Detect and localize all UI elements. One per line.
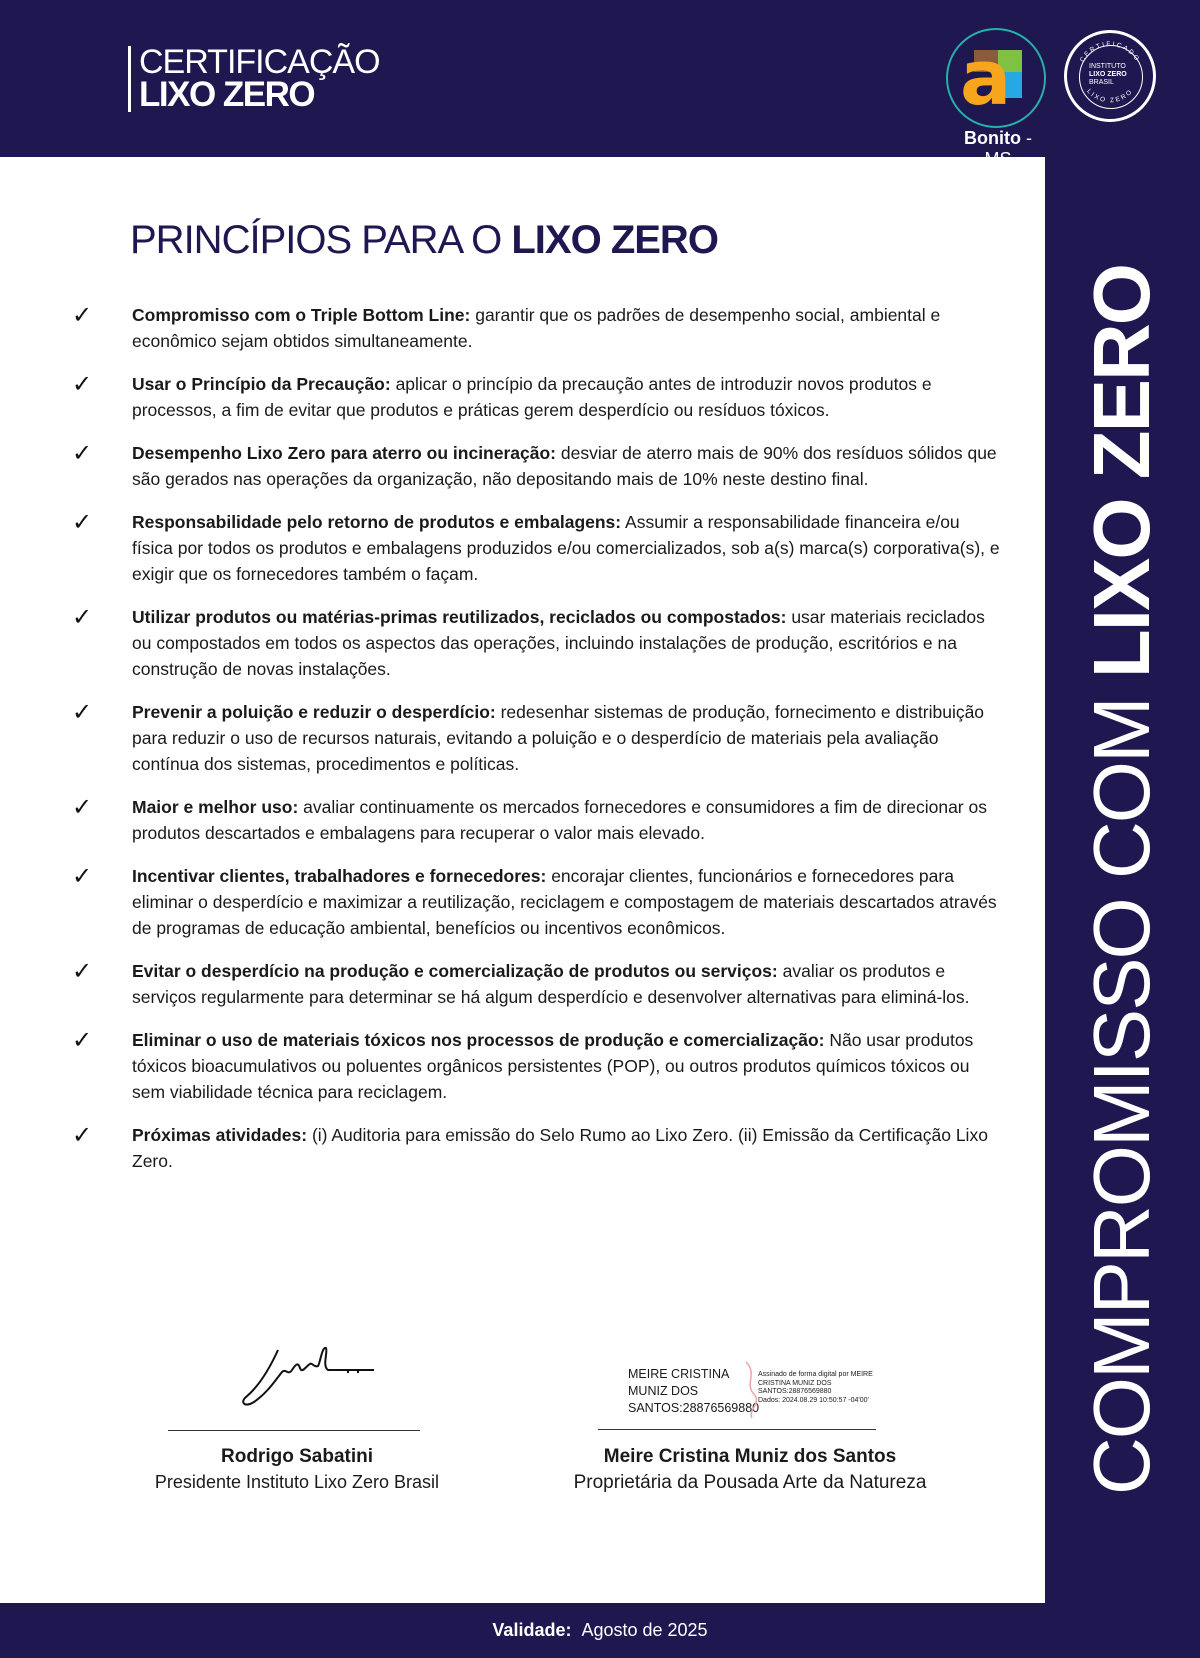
principle-heading: Responsabilidade pelo retorno de produtos e embalagens:	[132, 512, 622, 532]
principle-heading: Compromisso com o Triple Bottom Line:	[132, 305, 471, 325]
seal-line-1: INSTITUTO	[1089, 63, 1126, 70]
signer-left-name: Rodrigo Sabatini	[221, 1446, 373, 1467]
certificacao-lixo-zero-logo	[128, 43, 380, 114]
principle-item	[70, 371, 1000, 423]
principle-item	[70, 1027, 1000, 1105]
bonito-city-logo	[946, 28, 1046, 128]
principle-text: aplicar o princípio da precaução antes de introduzir novos produtos e processos, a fim de evitar que produtos e práticas gerem desperdício ou resíduos tóxicos.	[132, 374, 932, 420]
principle-text: Não usar produtos tóxicos bioacumulativos ou poluentes orgânicos persistentes (POP), ou outros produtos químicos tóxicos ou sem viabilidade técnica para reciclagem.	[132, 1030, 974, 1102]
checkmark-icon: ✓	[72, 862, 93, 890]
principle-heading: Próximas atividades:	[132, 1125, 308, 1145]
principle-heading: Desempenho Lixo Zero para aterro ou incineração:	[132, 443, 556, 463]
principle-item	[70, 794, 1000, 846]
checkmark-icon: ✓	[72, 698, 93, 726]
principle-text: desviar de aterro mais de 90% dos resíduos sólidos que são gerados nas operações da organização, não depositando mais de 10% neste destino final.	[132, 443, 997, 489]
validity-value: Agosto de 2025	[581, 1620, 708, 1640]
page-title-bold: LIXO ZERO	[511, 218, 718, 262]
principle-text: usar materiais reciclados ou compostados em todos os aspectos das operações, incluindo instalações de produção, escritórios e na construção de novas instalações.	[132, 607, 985, 679]
principle-item	[70, 604, 1000, 682]
principle-item	[70, 1122, 1000, 1174]
signer-right-name: Meire Cristina Muniz dos Santos	[603, 1446, 897, 1467]
city-state: - MS	[984, 128, 1032, 169]
principle-text: redesenhar sistemas de produção, fornecimento e distribuição para reduzir o uso de recursos naturais, evitando a poluição e o desperdício de materiais pela avaliação contínua dos sistemas, procedimentos e políticas.	[132, 702, 985, 774]
principle-text: (i) Auditoria para emissão do Selo Rumo ao Lixo Zero. (ii) Emissão da Certificação Lixo Zero.	[132, 1125, 988, 1171]
principle-item	[70, 509, 1000, 587]
vertical-banner-text	[1076, 265, 1168, 1495]
city-name: Bonito	[964, 128, 1021, 148]
principle-text: encorajar clientes, funcionários e fornecedores para eliminar o desperdício e maximizar a reutilização, reciclagem e compostagem de materiais descartados através de programas de educação ambiental, benefícios ou incentivos econômicos.	[132, 866, 997, 938]
principle-text: avaliar continuamente os mercados fornecedores e consumidores a fim de direcionar os produtos descartados e embalagens para recuperar o valor mais elevado.	[132, 797, 987, 843]
logo-letter-a: a	[960, 33, 1012, 122]
rodrigo-signature-mark	[238, 1342, 378, 1412]
principle-heading: Eliminar o uso de materiais tóxicos nos processos de produção e comercialização:	[132, 1030, 825, 1050]
principle-heading: Maior e melhor uso:	[132, 797, 299, 817]
signer-right-role: Proprietária da Pousada Arte da Natureza	[573, 1472, 927, 1493]
principle-heading: Utilizar produtos ou matérias-primas reutilizados, reciclados ou compostados:	[132, 607, 787, 627]
cert-logo-line1: CERTIFICAÇÃO	[139, 43, 380, 81]
seal-center-text	[1089, 63, 1127, 87]
principle-text: garantir que os padrões de desempenho social, ambiental e econômico sejam obtidos simultaneamente.	[132, 305, 941, 351]
principles-list	[70, 302, 1000, 1174]
principle-text: avaliar os produtos e serviços regularmente para determinar se há algum desperdício e desenvolver alternativas para eliminá-los.	[132, 961, 970, 1007]
checkmark-icon: ✓	[72, 1026, 93, 1054]
checkmark-icon: ✓	[72, 508, 93, 536]
digital-signature-note	[758, 1371, 873, 1405]
principle-item	[70, 958, 1000, 1010]
checkmark-icon: ✓	[72, 301, 93, 329]
checkmark-icon: ✓	[72, 370, 93, 398]
principle-text: Assumir a responsabilidade financeira e/ou física por todos os produtos e embalagens produzidos e/ou comercializados, sob a(s) marca(s) corporativa(s), e exigir que os fornecedores também o façam.	[132, 512, 1000, 584]
signature-line-right	[598, 1429, 876, 1430]
footer-band	[0, 1603, 1200, 1658]
principle-heading: Incentivar clientes, trabalhadores e fornecedores:	[132, 866, 547, 886]
vertical-banner-bold: LIXO ZERO	[1077, 264, 1166, 679]
principle-heading: Prevenir a poluição e reduzir o desperdício:	[132, 702, 496, 722]
principle-item	[70, 440, 1000, 492]
principle-item	[70, 302, 1000, 354]
signature-line-left	[168, 1430, 420, 1431]
header-band	[0, 0, 1200, 169]
city-caption	[950, 128, 1046, 170]
checkmark-icon: ✓	[72, 793, 93, 821]
principle-item	[70, 863, 1000, 941]
validity-label: Validade:	[492, 1620, 572, 1640]
digital-note-line-4: Dados: 2024.08.29 10:50:57 -04'00'	[758, 1396, 869, 1404]
seal-line-3: BRASIL	[1089, 79, 1114, 86]
digital-note-line-1: Assinado de forma digital por MEIRE	[758, 1371, 873, 1378]
principle-heading: Usar o Princípio da Precaução:	[132, 374, 391, 394]
checkmark-icon: ✓	[72, 603, 93, 631]
page-title	[130, 218, 718, 263]
digital-name-line-3: SANTOS:28876569880	[628, 1401, 760, 1415]
digital-name-line-1: MEIRE CRISTINA	[628, 1367, 730, 1381]
instituto-lixo-zero-seal	[1064, 30, 1156, 122]
vertical-banner-regular: COMPROMISSO COM	[1077, 678, 1166, 1496]
cert-logo-line2: LIXO ZERO	[139, 75, 315, 114]
digital-note-line-2: CRISTINA MUNIZ DOS	[758, 1379, 832, 1387]
seal-arc-top: CERTIFICADO	[1078, 40, 1142, 64]
seal-arc-bottom: LIXO ZERO	[1085, 87, 1135, 105]
digital-note-line-3: SANTOS:28876569880	[758, 1388, 832, 1395]
digital-name-line-2: MUNIZ DOS	[628, 1384, 699, 1398]
page-title-regular: PRINCÍPIOS PARA O	[130, 218, 512, 262]
checkmark-icon: ✓	[72, 957, 93, 985]
checkmark-icon: ✓	[72, 1121, 93, 1149]
signer-left-role: Presidente Instituto Lixo Zero Brasil	[154, 1472, 440, 1492]
principle-heading: Evitar o desperdício na produção e comercialização de produtos ou serviços:	[132, 961, 778, 981]
principle-item	[70, 699, 1000, 777]
checkmark-icon: ✓	[72, 439, 93, 467]
seal-line-2: LIXO ZERO	[1089, 71, 1127, 78]
